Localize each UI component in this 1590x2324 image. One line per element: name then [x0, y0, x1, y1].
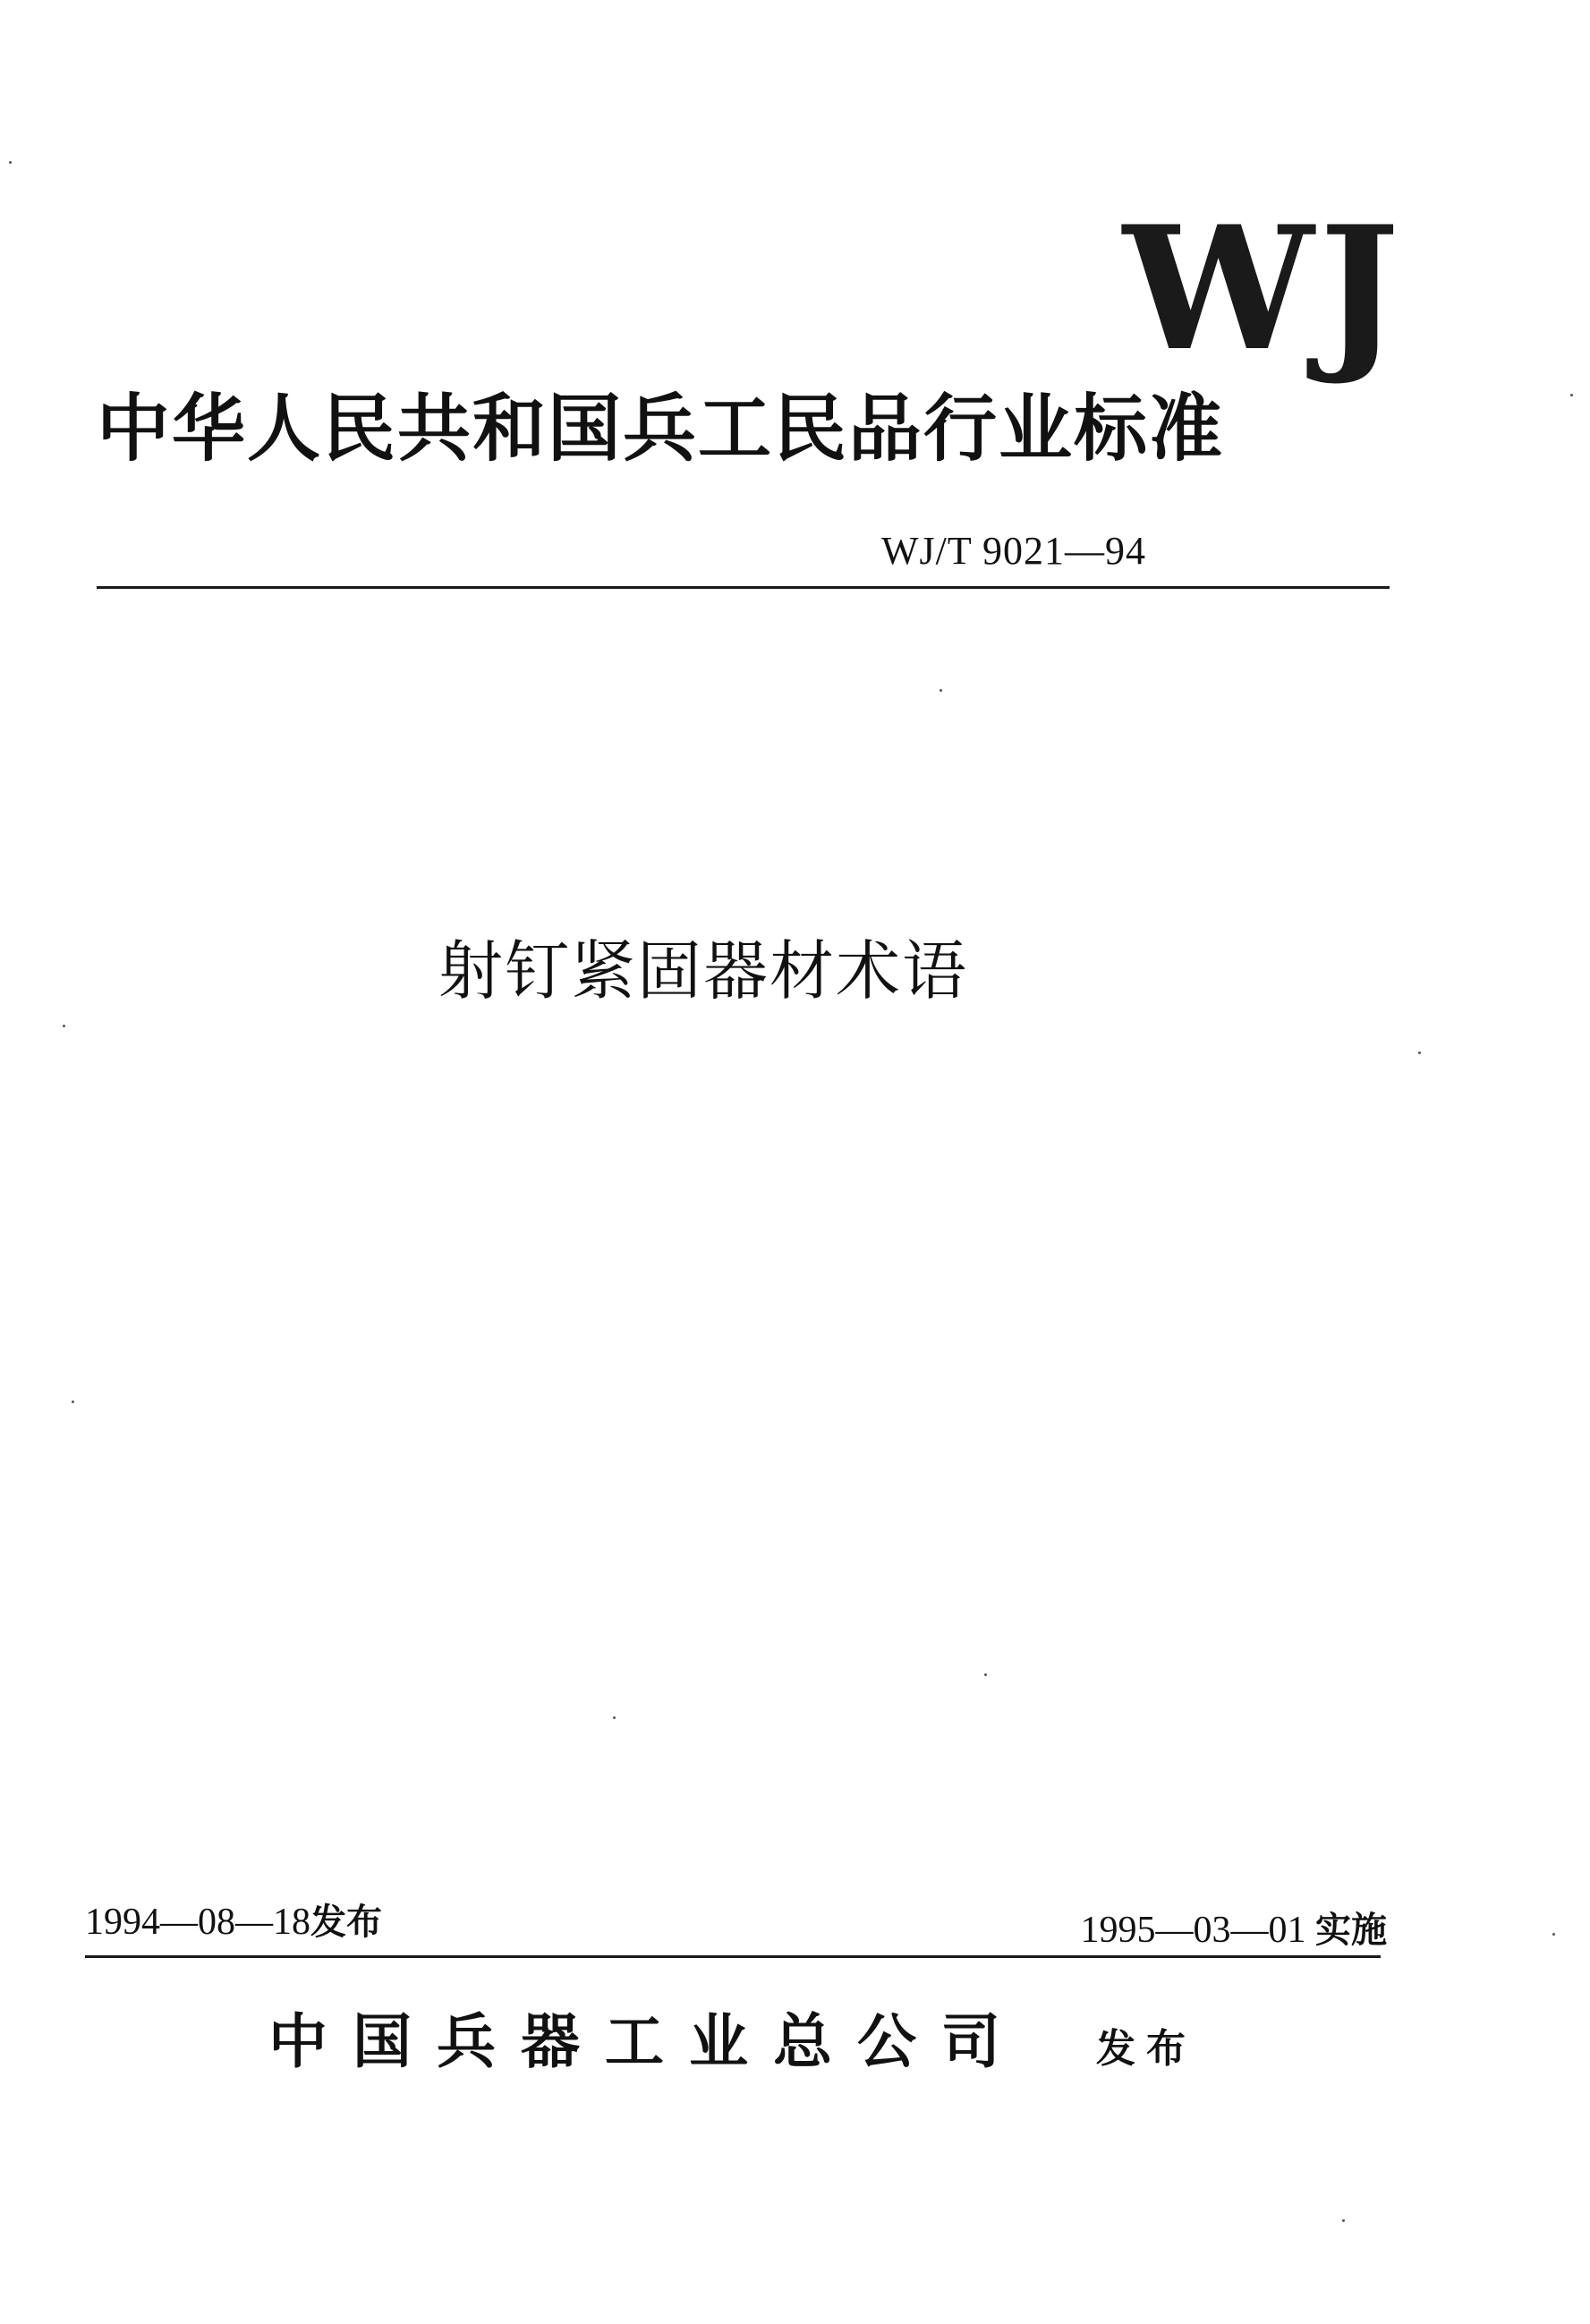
scan-speck [72, 1400, 74, 1403]
standard-code: WJ/T 9021—94 [881, 529, 1146, 573]
wj-logo: WJ [1123, 189, 1406, 388]
issue-date-line [85, 1895, 532, 1949]
header-divider [97, 586, 1390, 589]
scan-speck [1552, 1933, 1555, 1936]
scan-speck [1342, 2219, 1345, 2222]
implementation-date: 1995—03—01 [1080, 1910, 1306, 1951]
document-title: 射钉紧固器材术语 [438, 933, 969, 1009]
scan-speck [940, 689, 942, 692]
publish-label: 发布 [1096, 2026, 1196, 2072]
scan-speck [1570, 394, 1573, 396]
footer-divider [85, 1955, 1381, 1958]
standard-category-title: 中华人民共和国兵工民品行业标准 [97, 387, 1225, 472]
scan-speck [613, 1716, 616, 1719]
issue-date: 1994—08—18 [85, 1902, 310, 1943]
scan-speck [984, 1673, 987, 1676]
implementation-date-line [1047, 1903, 1387, 1957]
issue-label: 发布 [310, 1902, 382, 1943]
publisher-name: 中国兵器工业总公司 [268, 2007, 1025, 2076]
scan-speck [9, 161, 12, 164]
implementation-label: 实施 [1315, 1910, 1387, 1951]
scan-speck [63, 1025, 65, 1027]
scan-speck [1418, 1051, 1421, 1054]
